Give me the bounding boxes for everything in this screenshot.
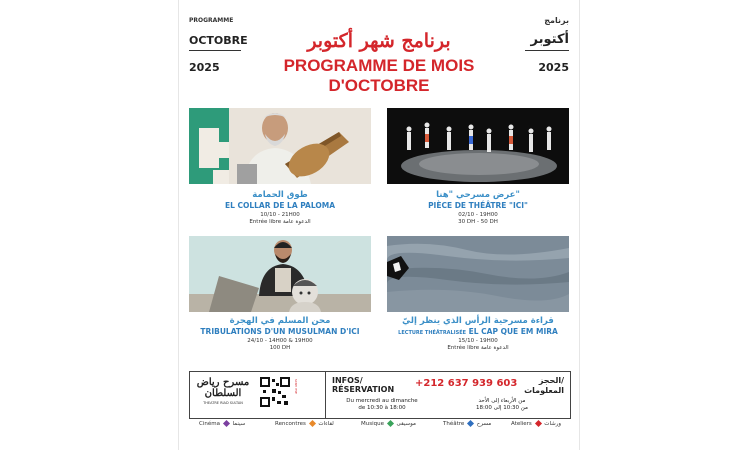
event-4-title-fr-small: LECTURE THÉÂTRALISÉE [398, 330, 467, 336]
programme-label-ar: برنامج [544, 16, 569, 25]
comedian-poster-photo [189, 236, 371, 312]
event-4-date: 15/10 - 19H00 [458, 338, 498, 344]
event-1-title-ar: طوق الحمامة [252, 190, 308, 200]
event-image-musician [189, 108, 371, 184]
category-musique-fr: Musique [361, 421, 384, 427]
category-legend [189, 421, 569, 433]
category-ateliers [511, 421, 561, 427]
event-3-date: 24/10 - 14H00 & 19H00 [247, 338, 313, 344]
event-2-entry: 30 DH - 50 DH [458, 219, 498, 225]
category-cinema-ar: سينما [232, 421, 246, 427]
event-4-title-fr-row [387, 327, 569, 336]
event-4-title-ar: قراءة مسرحية الرأس الذي ينظر إليّ [402, 316, 554, 326]
event-3-title-ar: محن المسلم في الهجرة [229, 316, 331, 326]
diamond-icon [223, 420, 230, 427]
title-french-line1: PROGRAMME DE MOIS [283, 56, 475, 75]
event-2-text [387, 190, 569, 225]
hours-fr-line1: Du mercredi au dimanche [346, 398, 418, 404]
info-label-fr [332, 376, 394, 394]
year-left: 2025 [189, 61, 220, 74]
qr-caption: scan me [294, 379, 298, 394]
info-reservation-box [189, 371, 571, 419]
qr-code-icon [260, 377, 290, 407]
category-theatre [443, 421, 491, 427]
musician-with-oud-photo [189, 108, 371, 184]
phone-number[interactable]: +212 637 939 603 [415, 378, 518, 389]
theatre-logo [196, 377, 250, 413]
info-label-ar-line1: الحجز/ [538, 376, 564, 385]
category-cinema [199, 421, 245, 427]
event-3-title-fr: TRIBULATIONS D'UN MUSULMAN D'ICI [200, 327, 360, 336]
info-label-fr-line1: INFOS/ [332, 376, 363, 385]
event-4-text [387, 316, 569, 351]
programme-label-fr: PROGRAMME [189, 17, 234, 24]
hours-fr [332, 398, 432, 412]
year-right: 2025 [538, 61, 569, 74]
theatre-stage-photo [387, 108, 569, 184]
hours-fr-line2: de 10:30 à 18:00 [358, 405, 406, 411]
abstract-painting-photo [387, 236, 569, 312]
title-french-line2: D'OCTOBRE [328, 76, 430, 95]
event-3-text [189, 316, 371, 351]
event-1-title-fr: EL COLLAR DE LA PALOMA [224, 201, 336, 210]
event-3-entry: 100 DH [269, 345, 291, 351]
event-4-title-fr: EL CAP QUE EM MIRA [468, 327, 558, 336]
info-label-fr-line2: RÉSERVATION [332, 385, 395, 394]
category-musique-ar: موسيقى [396, 421, 416, 427]
logo-text-fr: THEATRE RIAD SULTAN [203, 401, 243, 405]
category-cinema-fr: Cinéma [199, 421, 220, 427]
diamond-icon [467, 420, 474, 427]
programme-poster [178, 0, 580, 450]
logo-text-ar: مسرح رياض السلطان [196, 377, 250, 399]
month-fr: OCTOBRE [189, 34, 248, 47]
diamond-icon [387, 420, 394, 427]
category-musique [361, 421, 416, 427]
diamond-icon [309, 420, 316, 427]
event-1-date: 10/10 - 21H00 [260, 212, 300, 218]
event-4-entry: Entrée libre الدعوة عامة [447, 345, 509, 351]
category-rencontres-ar: لقاءات [318, 421, 334, 427]
footer-divider [325, 372, 326, 418]
event-2-title-ar: عرض مسرحي "هنا" [436, 190, 520, 200]
event-2-title-fr: PIÈCE DE THÉÂTRE "ICI" [428, 201, 528, 210]
hours-ar [452, 398, 552, 412]
qr-code[interactable] [260, 377, 296, 413]
event-1-entry: Entrée libre الدعوة عامة [249, 219, 311, 225]
event-1-text [189, 190, 371, 225]
category-theatre-fr: Théâtre [443, 421, 465, 427]
hours-ar-line1: من الأربعاء إلى الأحد [478, 398, 526, 404]
category-theatre-ar: مسرح [476, 421, 492, 427]
hours-ar-line2: من 10:30 إلى 18:00 [476, 405, 528, 411]
event-image-comedian [189, 236, 371, 312]
month-ar: أكتوبر [530, 32, 569, 47]
event-2-date: 02/10 - 19H00 [458, 212, 498, 218]
category-ateliers-ar: ورشات [544, 421, 562, 427]
diamond-icon [534, 420, 541, 427]
category-ateliers-fr: Ateliers [511, 421, 532, 427]
info-label-ar [524, 376, 564, 396]
event-image-theatre [387, 108, 569, 184]
category-rencontres [275, 421, 334, 427]
event-image-painting [387, 236, 569, 312]
title-arabic: برنامج شهر أكتوبر [307, 30, 451, 52]
category-rencontres-fr: Rencontres [275, 421, 306, 427]
info-label-ar-line2: المعلومات [524, 386, 564, 395]
